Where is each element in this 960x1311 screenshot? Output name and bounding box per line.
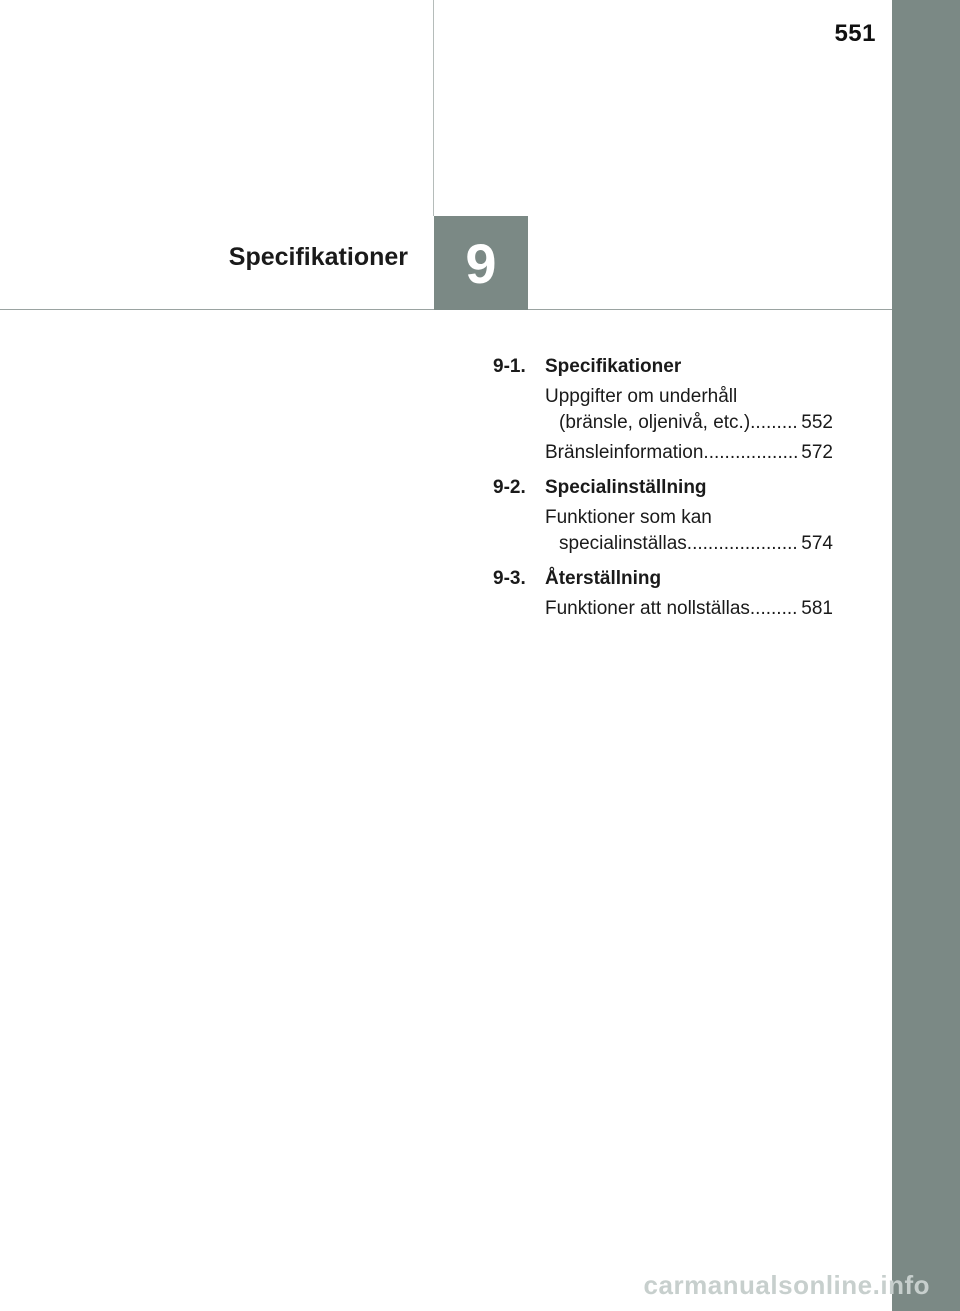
toc-section-number: 9-1. [493,356,526,377]
leader-dots [750,410,799,436]
leader-dots [750,596,799,622]
toc-page-ref: 552 [801,412,833,433]
toc-page-ref: 574 [801,533,833,554]
toc-entry-customizable[interactable] [545,505,833,557]
toc-entry-line: Funktioner att nollställas [545,598,750,619]
watermark: carmanualsonline.info [643,1270,930,1300]
leader-dots [687,531,800,557]
toc-entry-line: Funktioner som kan [545,507,712,528]
toc-section-number: 9-2. [493,477,526,498]
toc-entry-maintenance[interactable] [545,384,833,436]
toc-entry-line: Bränsleinformation [545,442,704,463]
chapter-number-box [434,216,528,310]
leader-dots [703,440,799,466]
chapter-title: Specifikationer [228,243,408,271]
toc-section-title: Specialinställning [545,477,707,498]
toc-page-ref: 572 [801,442,833,463]
toc-section-9-3[interactable] [493,566,833,592]
toc-section-number: 9-3. [493,568,526,589]
toc-entry-line: (bränsle, oljenivå, etc.) [559,412,751,433]
toc-entry-line: Uppgifter om underhåll [545,386,738,407]
table-of-contents [493,354,833,622]
toc-entry-reset[interactable] [545,596,833,622]
toc-section-9-1[interactable] [493,354,833,380]
vertical-divider [433,0,434,216]
toc-entry-fuel-info[interactable] [545,440,833,466]
toc-page-ref: 581 [801,598,833,619]
toc-section-title: Återställning [545,568,662,589]
chapter-side-tab [892,0,960,1311]
chapter-number: 9 [465,231,497,295]
toc-section-9-2[interactable] [493,475,833,501]
page-number: 551 [834,20,876,47]
toc-entry-line: specialinställas [559,533,687,554]
toc-section-title: Specifikationer [545,356,682,377]
